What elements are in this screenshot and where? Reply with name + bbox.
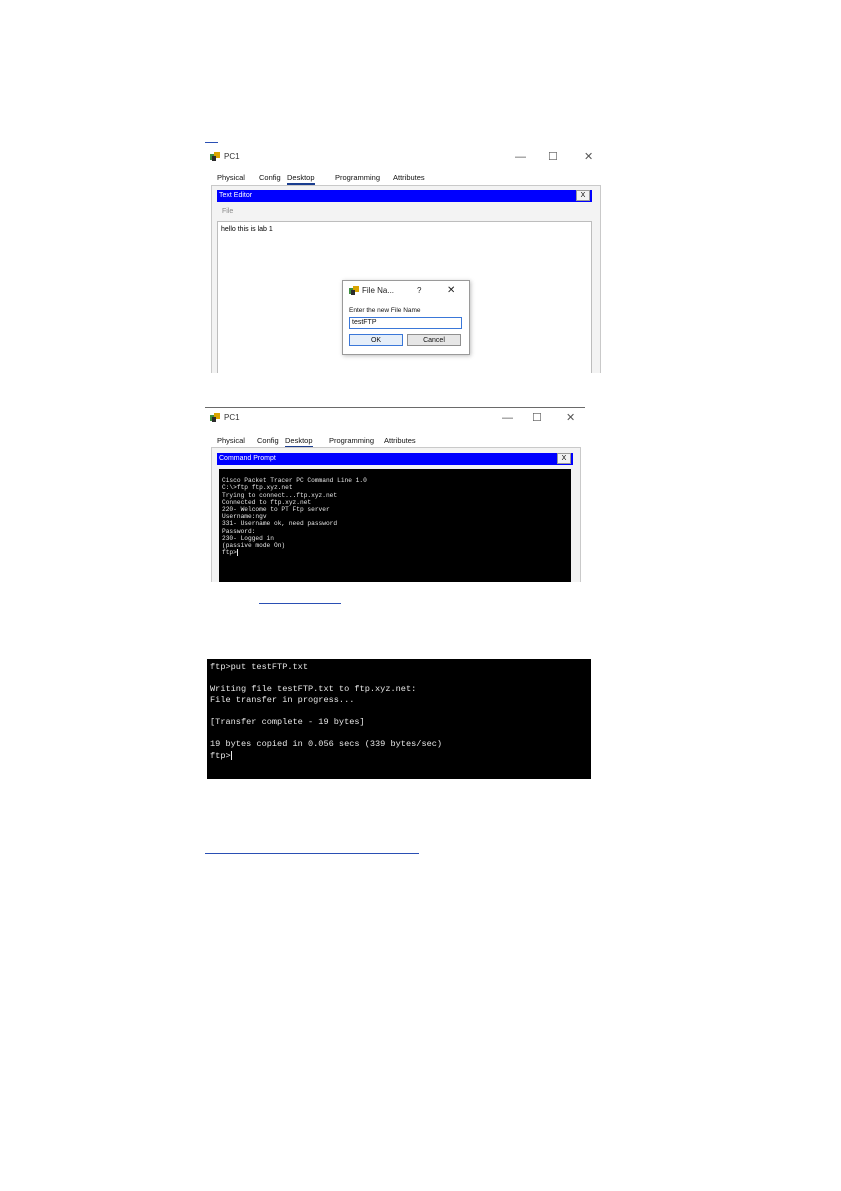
terminal-line: [210, 706, 442, 717]
app-close-button[interactable]: X: [576, 190, 590, 201]
ftp-transfer-terminal[interactable]: [207, 659, 591, 779]
dialog-title: File Na...: [362, 286, 395, 295]
cropped-edge-line: [205, 407, 585, 408]
ok-button[interactable]: OK: [349, 334, 403, 346]
terminal-line: Connected to ftp.xyz.net: [222, 498, 312, 506]
terminal-line: Username:ngv: [222, 513, 267, 521]
pc1-window-command-prompt: [205, 409, 585, 582]
app-titlebar: [217, 453, 573, 465]
packet-tracer-icon: [209, 412, 221, 424]
tab-config[interactable]: Config: [257, 436, 279, 445]
dialog-close-button[interactable]: ✕: [447, 285, 456, 296]
editor-content: hello this is lab 1: [221, 226, 273, 233]
tab-desktop[interactable]: Desktop: [285, 436, 313, 448]
terminal-line: Cisco Packet Tracer PC Command Line 1.0: [222, 477, 367, 485]
app-close-button[interactable]: X: [557, 453, 571, 464]
terminal-line: 19 bytes copied in 0.056 secs (339 bytes/sec): [210, 739, 443, 749]
terminal-line: File transfer in progress...: [210, 695, 355, 705]
menu-file[interactable]: File: [222, 208, 234, 215]
cancel-button[interactable]: Cancel: [407, 334, 461, 346]
tab-config[interactable]: Config: [259, 173, 281, 182]
maximize-button[interactable]: ☐: [548, 151, 558, 163]
tab-desktop[interactable]: Desktop: [287, 173, 315, 185]
terminal-line: Writing file testFTP.txt to ftp.xyz.net:: [210, 684, 417, 694]
doc-link-underline-2: [259, 603, 341, 604]
packet-tracer-icon: [348, 285, 360, 297]
app-title: Command Prompt: [219, 455, 276, 462]
window-titlebar: [205, 147, 605, 169]
tab-programming[interactable]: Programming: [329, 436, 375, 445]
terminal-line: [222, 470, 367, 477]
close-button[interactable]: ✕: [566, 412, 576, 424]
terminal-line: Trying to connect...ftp.xyz.net: [222, 491, 338, 499]
terminal-line: [210, 728, 442, 739]
tab-attributes[interactable]: Attributes: [393, 173, 425, 182]
doc-link-underline-1: [205, 142, 218, 143]
terminal-line: 220- Welcome to PT Ftp server: [222, 506, 330, 513]
text-cursor: [237, 549, 238, 556]
maximize-button[interactable]: ☐: [532, 412, 542, 424]
terminal-prompt-line: [222, 549, 367, 556]
terminal-line: C:\>ftp ftp.xyz.net: [222, 484, 293, 492]
minimize-button[interactable]: —: [515, 151, 526, 163]
file-name-dialog: [342, 280, 470, 355]
terminal-line: Password:: [222, 527, 256, 535]
terminal-line: [Transfer complete - 19 bytes]: [210, 717, 365, 727]
tab-attributes[interactable]: Attributes: [384, 436, 416, 445]
terminal-output: [210, 662, 442, 762]
text-cursor: [231, 751, 232, 760]
terminal-prompt: ftp>: [210, 751, 231, 761]
app-titlebar: [217, 190, 592, 202]
terminal-line: 331- Username ok, need password: [222, 520, 338, 528]
tab-physical[interactable]: Physical: [217, 173, 245, 182]
terminal-prompt: ftp>: [222, 549, 237, 557]
packet-tracer-icon: [209, 151, 221, 163]
help-button[interactable]: ?: [417, 286, 422, 295]
tab-bar: [217, 173, 597, 185]
terminal-line: ftp>put testFTP.txt: [210, 662, 308, 672]
window-titlebar: [205, 409, 585, 431]
tab-programming[interactable]: Programming: [335, 173, 381, 182]
close-button[interactable]: ✕: [584, 151, 594, 163]
command-prompt-terminal[interactable]: [219, 469, 571, 582]
terminal-line: 230- Logged in: [222, 534, 274, 542]
dialog-label: Enter the new File Name: [349, 307, 421, 314]
app-title: Text Editor: [219, 192, 253, 199]
pc1-window-text-editor: [205, 147, 605, 373]
file-name-input[interactable]: testFTP: [349, 317, 462, 329]
window-title: PC1: [224, 413, 240, 422]
terminal-line: [210, 673, 442, 684]
terminal-line: (passive mode On): [222, 542, 286, 550]
tab-physical[interactable]: Physical: [217, 436, 245, 445]
terminal-prompt-line: [210, 750, 442, 762]
window-title: PC1: [224, 152, 240, 161]
minimize-button[interactable]: —: [502, 412, 513, 424]
doc-link-underline-3: [205, 853, 419, 854]
terminal-output: [222, 470, 367, 557]
